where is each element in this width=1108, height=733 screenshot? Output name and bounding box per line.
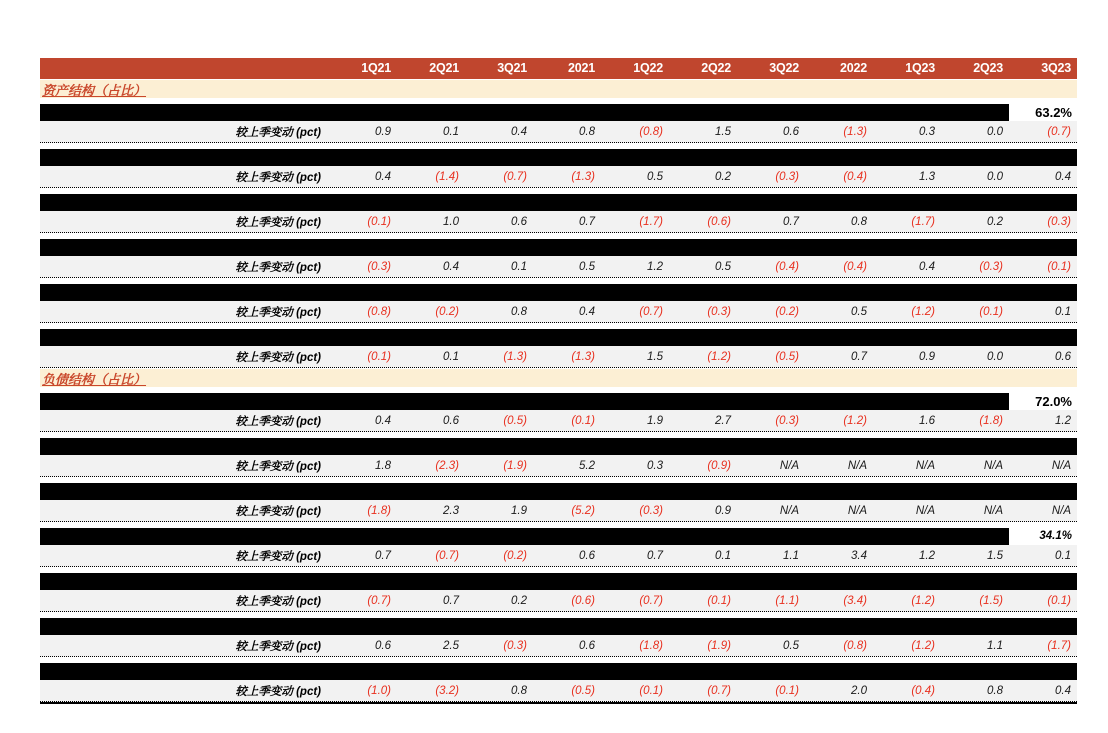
change-row-label: 较上季变动 (pct) xyxy=(235,126,321,139)
redacted-row xyxy=(40,104,1077,121)
change-value: 1.3 xyxy=(919,170,935,183)
change-value: (0.2) xyxy=(435,305,459,318)
change-value: (0.5) xyxy=(571,684,595,697)
change-value: 0.9 xyxy=(715,504,731,517)
headline-percent: 34.1% xyxy=(1009,528,1077,545)
change-value: (0.1) xyxy=(367,215,391,228)
change-value: 0.4 xyxy=(1055,684,1071,697)
change-value: (0.3) xyxy=(775,414,799,427)
change-value: (0.1) xyxy=(571,414,595,427)
change-row xyxy=(40,166,1077,188)
change-value: (1.7) xyxy=(1047,639,1071,652)
change-value: 0.7 xyxy=(647,549,663,562)
redacted-row xyxy=(40,528,1077,545)
section-title: 负债结构（占比） xyxy=(42,371,147,387)
change-value: 0.1 xyxy=(1055,549,1071,562)
change-value: 0.5 xyxy=(783,639,799,652)
change-value: (0.7) xyxy=(639,305,663,318)
redacted-row xyxy=(40,329,1077,346)
change-value: 0.6 xyxy=(375,639,391,652)
change-value: 0.0 xyxy=(987,125,1003,138)
change-value: (5.2) xyxy=(571,504,595,517)
change-value: 0.1 xyxy=(443,350,459,363)
change-value: (2.3) xyxy=(435,459,459,472)
change-value: (1.2) xyxy=(911,594,935,607)
change-value: N/A xyxy=(779,459,799,472)
change-value: 0.5 xyxy=(579,260,595,273)
change-value: (3.2) xyxy=(435,684,459,697)
change-value: (0.7) xyxy=(707,684,731,697)
change-row-label: 较上季变动 (pct) xyxy=(235,640,321,653)
change-value: 1.5 xyxy=(647,350,663,363)
change-value: 0.6 xyxy=(579,549,595,562)
change-value: 0.4 xyxy=(511,125,527,138)
change-row-label: 较上季变动 (pct) xyxy=(235,460,321,473)
change-value: 3.4 xyxy=(851,549,867,562)
change-value: (0.3) xyxy=(707,305,731,318)
change-value: 1.1 xyxy=(783,549,799,562)
change-value: (0.6) xyxy=(707,215,731,228)
change-value: (0.8) xyxy=(639,125,663,138)
column-header: 2Q21 xyxy=(429,61,459,75)
change-value: 0.5 xyxy=(715,260,731,273)
table-header-row xyxy=(40,58,1077,79)
redacted-row xyxy=(40,618,1077,635)
change-value: (1.0) xyxy=(367,684,391,697)
change-value: (0.7) xyxy=(435,549,459,562)
change-value: N/A xyxy=(915,459,935,472)
change-value: 0.6 xyxy=(1055,350,1071,363)
change-value: 0.5 xyxy=(647,170,663,183)
change-row-label: 较上季变动 (pct) xyxy=(235,415,321,428)
change-value: 2.0 xyxy=(851,684,867,697)
redacted-row xyxy=(40,483,1077,500)
change-value: N/A xyxy=(983,504,1003,517)
change-value: (0.1) xyxy=(1047,260,1071,273)
redacted-row xyxy=(40,393,1077,410)
change-row xyxy=(40,635,1077,657)
change-value: (0.4) xyxy=(775,260,799,273)
change-value: 1.0 xyxy=(443,215,459,228)
change-value: (0.3) xyxy=(979,260,1003,273)
change-value: (1.8) xyxy=(367,504,391,517)
change-value: (1.2) xyxy=(911,639,935,652)
change-value: (0.6) xyxy=(571,594,595,607)
change-value: (1.2) xyxy=(843,414,867,427)
change-row xyxy=(40,121,1077,143)
change-value: (1.5) xyxy=(979,594,1003,607)
change-value: (0.2) xyxy=(775,305,799,318)
column-header: 2022 xyxy=(839,61,867,75)
change-row-label: 较上季变动 (pct) xyxy=(235,595,321,608)
change-value: (1.9) xyxy=(707,639,731,652)
change-value: (0.3) xyxy=(775,170,799,183)
change-row xyxy=(40,500,1077,522)
change-row xyxy=(40,256,1077,278)
header-label-spacer xyxy=(40,58,329,79)
financial-structure-table xyxy=(40,58,1077,704)
change-value: 0.8 xyxy=(511,305,527,318)
change-value: (0.3) xyxy=(367,260,391,273)
headline-percent: 63.2% xyxy=(1009,104,1077,121)
change-value: 0.7 xyxy=(443,594,459,607)
change-row xyxy=(40,211,1077,233)
change-value: (0.7) xyxy=(503,170,527,183)
change-value: 2.7 xyxy=(715,414,731,427)
section-title: 资产结构（占比） xyxy=(42,82,147,98)
change-value: 1.5 xyxy=(715,125,731,138)
change-value: (3.4) xyxy=(843,594,867,607)
change-value: 0.8 xyxy=(511,684,527,697)
change-value: (1.3) xyxy=(843,125,867,138)
change-row-label: 较上季变动 (pct) xyxy=(235,685,321,698)
table-bottom-border xyxy=(40,702,1077,704)
change-value: (0.7) xyxy=(1047,125,1071,138)
change-value: (1.3) xyxy=(571,350,595,363)
change-value: (1.9) xyxy=(503,459,527,472)
change-value: (1.4) xyxy=(435,170,459,183)
change-value: (0.3) xyxy=(639,504,663,517)
change-value: 0.6 xyxy=(579,639,595,652)
change-value: N/A xyxy=(1051,459,1071,472)
redacted-row xyxy=(40,284,1077,301)
column-header: 3Q21 xyxy=(497,61,527,75)
change-value: (1.2) xyxy=(911,305,935,318)
change-value: (0.8) xyxy=(367,305,391,318)
change-value: (0.1) xyxy=(1047,594,1071,607)
change-value: 0.5 xyxy=(851,305,867,318)
change-value: (0.4) xyxy=(843,260,867,273)
change-value: 0.1 xyxy=(715,549,731,562)
redacted-row xyxy=(40,239,1077,256)
change-value: 0.0 xyxy=(987,350,1003,363)
change-row xyxy=(40,301,1077,323)
column-header: 2Q23 xyxy=(973,61,1003,75)
change-row xyxy=(40,590,1077,612)
change-value: 0.7 xyxy=(375,549,391,562)
change-row-label: 较上季变动 (pct) xyxy=(235,351,321,364)
redacted-row xyxy=(40,573,1077,590)
change-row xyxy=(40,680,1077,702)
change-value: 0.2 xyxy=(987,215,1003,228)
change-value: 0.4 xyxy=(375,170,391,183)
change-value: 0.3 xyxy=(647,459,663,472)
change-value: (0.9) xyxy=(707,459,731,472)
change-value: 1.6 xyxy=(919,414,935,427)
change-row-label: 较上季变动 (pct) xyxy=(235,306,321,319)
change-value: (0.5) xyxy=(775,350,799,363)
change-value: (0.1) xyxy=(639,684,663,697)
change-value: N/A xyxy=(1051,504,1071,517)
change-value: 1.2 xyxy=(647,260,663,273)
change-value: 1.8 xyxy=(375,459,391,472)
change-value: 2.3 xyxy=(443,504,459,517)
change-value: (0.7) xyxy=(639,594,663,607)
change-value: 0.3 xyxy=(919,125,935,138)
change-value: N/A xyxy=(915,504,935,517)
change-value: (0.1) xyxy=(979,305,1003,318)
change-value: 1.1 xyxy=(987,639,1003,652)
change-row-label: 较上季变动 (pct) xyxy=(235,505,321,518)
redacted-row xyxy=(40,663,1077,680)
change-value: 1.9 xyxy=(647,414,663,427)
change-row-label: 较上季变动 (pct) xyxy=(235,171,321,184)
change-value: (1.7) xyxy=(639,215,663,228)
change-row xyxy=(40,545,1077,567)
change-value: 0.4 xyxy=(443,260,459,273)
change-value: (0.3) xyxy=(1047,215,1071,228)
change-row-label: 较上季变动 (pct) xyxy=(235,216,321,229)
change-row-label: 较上季变动 (pct) xyxy=(235,550,321,563)
change-value: 5.2 xyxy=(579,459,595,472)
change-value: (1.1) xyxy=(775,594,799,607)
change-value: (0.8) xyxy=(843,639,867,652)
change-value: 0.8 xyxy=(579,125,595,138)
change-value: 0.7 xyxy=(579,215,595,228)
change-value: (0.5) xyxy=(503,414,527,427)
change-value: 0.2 xyxy=(511,594,527,607)
change-value: (0.3) xyxy=(503,639,527,652)
change-value: 0.4 xyxy=(1055,170,1071,183)
change-value: 0.4 xyxy=(919,260,935,273)
redacted-row xyxy=(40,149,1077,166)
change-value: 0.1 xyxy=(1055,305,1071,318)
change-value: N/A xyxy=(847,504,867,517)
change-row xyxy=(40,410,1077,432)
column-header: 2Q22 xyxy=(701,61,731,75)
change-value: (0.2) xyxy=(503,549,527,562)
redacted-row xyxy=(40,194,1077,211)
change-value: (1.7) xyxy=(911,215,935,228)
change-value: 2.5 xyxy=(443,639,459,652)
change-row xyxy=(40,346,1077,368)
change-value: 0.8 xyxy=(851,215,867,228)
change-value: (1.3) xyxy=(503,350,527,363)
redacted-row xyxy=(40,438,1077,455)
change-value: 0.4 xyxy=(375,414,391,427)
change-value: 0.6 xyxy=(511,215,527,228)
column-header: 1Q23 xyxy=(905,61,935,75)
change-value: N/A xyxy=(983,459,1003,472)
section-header xyxy=(40,79,1077,98)
headline-percent: 72.0% xyxy=(1009,393,1077,410)
change-value: 0.6 xyxy=(443,414,459,427)
change-value: 0.0 xyxy=(987,170,1003,183)
column-header: 1Q21 xyxy=(361,61,391,75)
column-header: 2021 xyxy=(567,61,595,75)
change-value: 0.1 xyxy=(511,260,527,273)
change-value: 0.4 xyxy=(579,305,595,318)
change-row-label: 较上季变动 (pct) xyxy=(235,261,321,274)
change-value: 0.9 xyxy=(919,350,935,363)
column-header: 1Q22 xyxy=(633,61,663,75)
change-value: 0.7 xyxy=(783,215,799,228)
change-value: (0.1) xyxy=(707,594,731,607)
column-header: 3Q22 xyxy=(769,61,799,75)
change-value: (0.7) xyxy=(367,594,391,607)
change-value: (0.1) xyxy=(367,350,391,363)
change-value: (1.8) xyxy=(979,414,1003,427)
change-value: 0.6 xyxy=(783,125,799,138)
change-value: 0.1 xyxy=(443,125,459,138)
change-value: N/A xyxy=(847,459,867,472)
column-header: 3Q23 xyxy=(1041,61,1071,75)
change-value: 0.8 xyxy=(987,684,1003,697)
change-value: (1.8) xyxy=(639,639,663,652)
change-value: 1.5 xyxy=(987,549,1003,562)
change-value: (0.1) xyxy=(775,684,799,697)
change-value: (1.2) xyxy=(707,350,731,363)
change-row xyxy=(40,455,1077,477)
change-value: 0.7 xyxy=(851,350,867,363)
change-value: 1.2 xyxy=(1055,414,1071,427)
change-value: 1.2 xyxy=(919,549,935,562)
change-value: (0.4) xyxy=(911,684,935,697)
section-header xyxy=(40,368,1077,387)
change-value: N/A xyxy=(779,504,799,517)
change-value: (1.3) xyxy=(571,170,595,183)
change-value: (0.4) xyxy=(843,170,867,183)
change-value: 1.9 xyxy=(511,504,527,517)
change-value: 0.9 xyxy=(375,125,391,138)
change-value: 0.2 xyxy=(715,170,731,183)
